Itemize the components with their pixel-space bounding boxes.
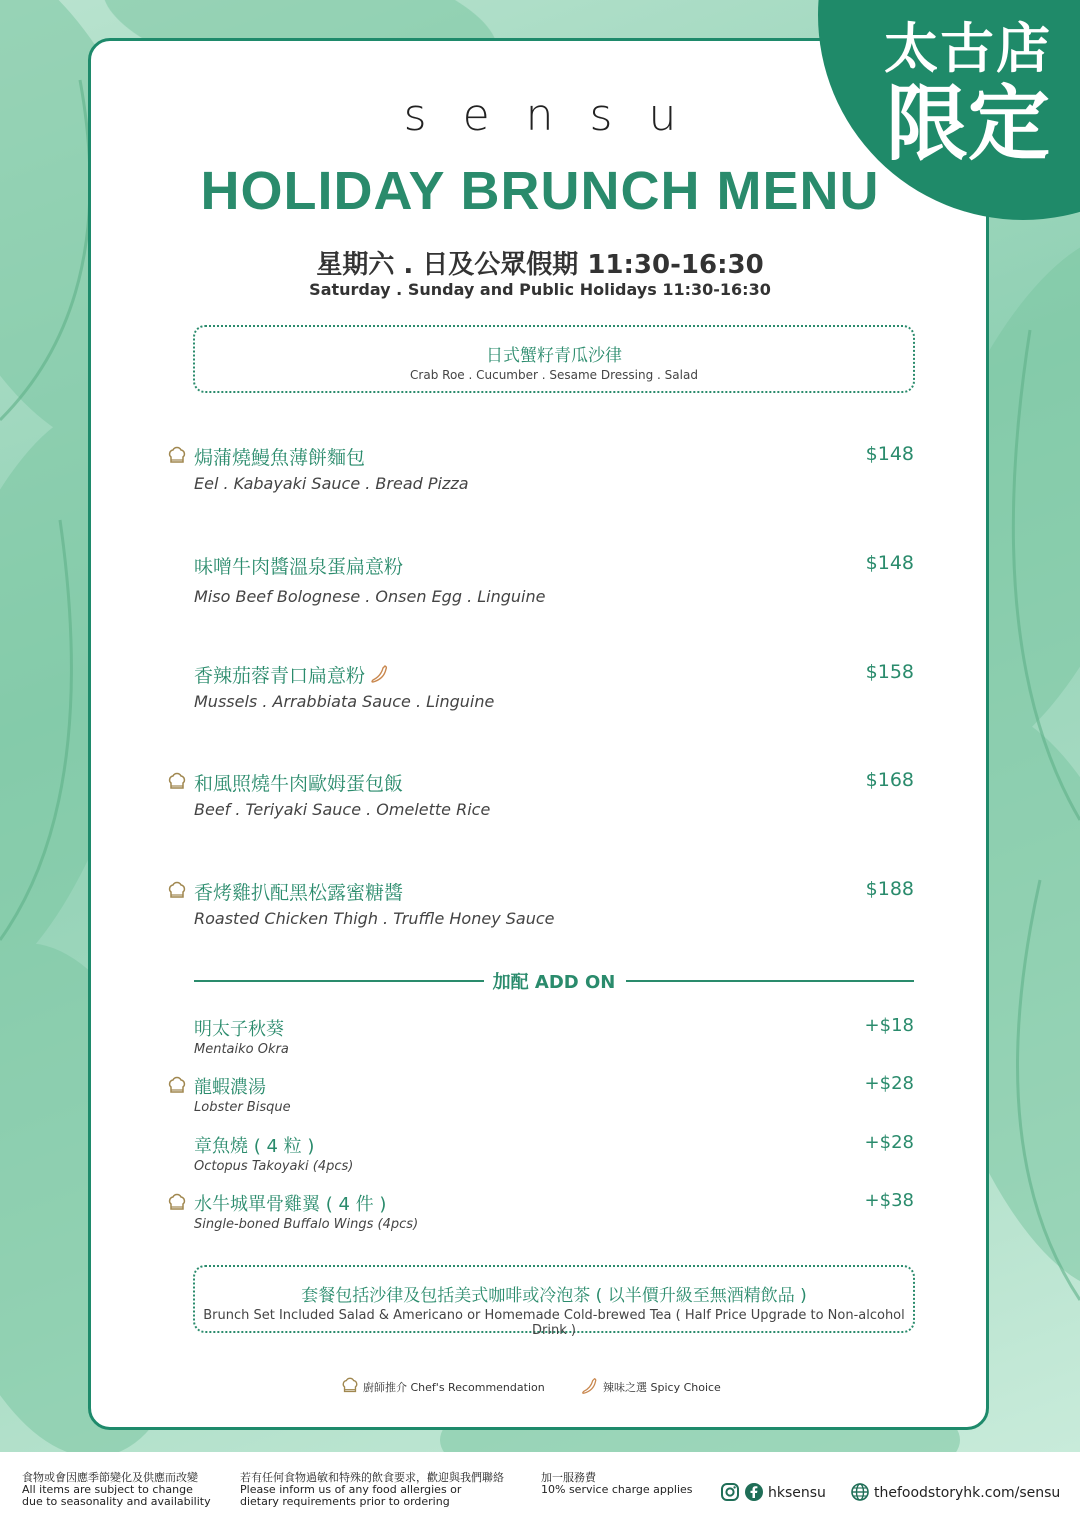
hours-zh: 星期六 . 日及公眾假期 11:30-16:30 <box>316 250 764 280</box>
item-name-zh: 和風照燒牛肉歐姆蛋包飯 <box>194 773 404 795</box>
salad-box <box>193 325 915 393</box>
item-name-zh: 味噌牛肉醬溫泉蛋扁意粉 <box>194 556 404 578</box>
addon-name-en: Octopus Takoyaki (4pcs) <box>194 1159 354 1174</box>
menu-item <box>194 443 914 493</box>
footer-text: due to seasonality and availability <box>22 1495 211 1508</box>
addon-item <box>194 1015 914 1057</box>
set-note-en: Brunch Set Included Salad & Americano or Homemade Cold-brewed Tea ( Half Price Upgrade to Non-alcohol Drink ) <box>203 1308 905 1338</box>
item-name-zh: 焗蒲燒鰻魚薄餅麵包 <box>194 447 366 469</box>
social-handle-text: hksensu <box>768 1485 826 1501</box>
set-note-zh: 套餐包括沙律及包括美式咖啡或冷泡茶 ( 以半價升級至無酒精飲品 ) <box>301 1286 807 1306</box>
addon-title <box>194 968 914 994</box>
item-name-zh: 香烤雞扒配黑松露蜜糖醬 <box>194 882 404 904</box>
addon-title-text: 加配 ADD ON <box>485 972 624 993</box>
addon-name-en: Mentaiko Okra <box>194 1042 289 1057</box>
item-name-en: Mussels . Arrabbiata Sauce . Linguine <box>194 692 495 711</box>
menu-item <box>194 769 914 819</box>
item-name-zh <box>194 661 914 688</box>
footer-seasonality <box>22 1472 211 1508</box>
addon-price: +$38 <box>864 1190 914 1211</box>
addon-name-en: Lobster Bisque <box>194 1100 291 1115</box>
badge-line1: 太古店 <box>884 17 1052 80</box>
item-price: $158 <box>865 661 914 683</box>
website-text: thefoodstoryhk.com/sensu <box>874 1485 1061 1501</box>
item-name-en: Beef . Teriyaki Sauce . Omelette Rice <box>194 800 491 819</box>
salad-zh: 日式蟹籽青瓜沙律 <box>486 346 622 366</box>
addon-item <box>194 1073 914 1115</box>
legend-spicy-text: 辣味之選 Spicy Choice <box>603 1381 721 1394</box>
facebook-icon <box>744 1482 764 1502</box>
item-price: $148 <box>865 443 914 465</box>
legend-chef <box>340 1376 545 1396</box>
menu-item <box>194 878 914 928</box>
item-price: $168 <box>865 769 914 791</box>
item-name-en: Miso Beef Bolognese . Onsen Egg . Linguine <box>194 587 546 606</box>
item-price: $148 <box>865 552 914 574</box>
addon-price: +$28 <box>864 1132 914 1153</box>
chili-icon <box>580 1376 600 1396</box>
social-handle[interactable] <box>720 1482 826 1502</box>
footer-text: 食物或會因應季節變化及供應而改變 <box>22 1471 198 1484</box>
website-link[interactable] <box>850 1482 1060 1502</box>
footer-text: All items are subject to change <box>22 1483 193 1496</box>
salad-en: Crab Roe . Cucumber . Sesame Dressing . Salad <box>410 368 698 382</box>
footer-text: Please inform us of any food allergies or <box>240 1483 462 1496</box>
chef-hat-icon <box>340 1376 360 1396</box>
instagram-icon <box>720 1482 740 1502</box>
chef-hat-icon <box>166 880 188 902</box>
addon-name-en: Single-boned Buffalo Wings (4pcs) <box>194 1217 419 1232</box>
footer <box>0 1452 1080 1526</box>
footer-text: dietary requirements prior to ordering <box>240 1495 450 1508</box>
badge-line2: 限定 <box>885 77 1050 172</box>
item-name-en: Eel . Kabayaki Sauce . Bread Pizza <box>194 474 469 493</box>
legend-chef-text: 廚師推介 Chef's Recommendation <box>363 1381 545 1394</box>
chili-icon <box>369 663 391 685</box>
legend-spicy <box>580 1376 721 1396</box>
globe-icon <box>850 1482 870 1502</box>
addon-name-zh: 水牛城單骨雞翼 ( 4 件 ) <box>194 1194 387 1215</box>
set-note-box <box>193 1265 915 1338</box>
chef-hat-icon <box>166 445 188 467</box>
brand-logo: sensu <box>403 90 713 141</box>
item-name-zh-text: 香辣茄蓉青口扁意粉 <box>194 665 366 687</box>
footer-text: 若有任何食物過敏和特殊的飲食要求，歡迎與我們聯絡 <box>240 1471 504 1484</box>
addon-name-zh: 章魚燒 ( 4 粒 ) <box>194 1136 315 1157</box>
footer-service-charge <box>541 1472 693 1496</box>
menu-title: HOLIDAY BRUNCH MENU <box>200 161 880 221</box>
chef-hat-icon <box>166 1192 188 1214</box>
footer-allergies <box>240 1472 504 1508</box>
menu-item <box>194 552 914 606</box>
item-name-en: Roasted Chicken Thigh . Truffle Honey Sauce <box>194 909 555 928</box>
addon-price: +$18 <box>864 1015 914 1036</box>
item-price: $188 <box>865 878 914 900</box>
addon-divider <box>194 968 914 994</box>
menu-item <box>194 661 914 711</box>
addon-name-zh: 明太子秋葵 <box>194 1019 284 1040</box>
footer-text: 10% service charge applies <box>541 1483 693 1496</box>
chef-hat-icon <box>166 771 188 793</box>
footer-text: 加一服務費 <box>541 1471 596 1484</box>
chef-hat-icon <box>166 1075 188 1097</box>
addon-name-zh: 龍蝦濃湯 <box>194 1077 266 1098</box>
hours-en: Saturday . Sunday and Public Holidays 11:30-16:30 <box>309 280 771 299</box>
addon-price: +$28 <box>864 1073 914 1094</box>
addon-item <box>194 1190 914 1232</box>
addon-item <box>194 1132 914 1174</box>
